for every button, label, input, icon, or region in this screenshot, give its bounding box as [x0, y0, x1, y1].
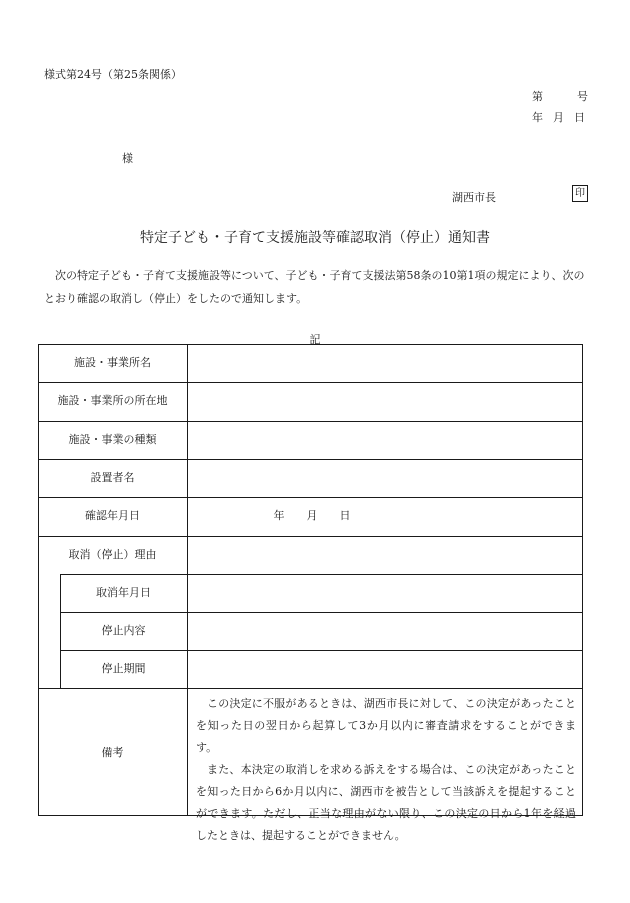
table-column-divider [187, 344, 188, 816]
date-month: 月 [553, 111, 564, 124]
document-date-line [532, 109, 585, 125]
label-facility-address: 施設・事業所の所在地 [57, 394, 168, 407]
date-day: 日 [574, 111, 585, 124]
label-confirmation-date: 確認年月日 [85, 509, 140, 522]
remarks-paragraph-appeal: この決定に不服があるときは、湖西市長に対して、この決定があったことを知った日の翌日から起算して3か月以内に審査請求をすることができます。 [196, 697, 576, 754]
value-confirmation-date: 年 月 日 [273, 509, 351, 522]
label-suspension-period: 停止期間 [101, 662, 146, 675]
label-founder-name: 設置者名 [90, 471, 135, 484]
document-number-line [532, 88, 588, 104]
remarks-text [196, 693, 576, 847]
label-facility-name: 施設・事業所名 [74, 356, 151, 369]
label-facility-type: 施設・事業の種類 [68, 433, 157, 446]
date-year: 年 [532, 111, 543, 124]
document-title: 特定子ども・子育て支援施設等確認取消（停止）通知書 [140, 230, 490, 246]
note-marker: 記 [309, 333, 321, 346]
seal-mark: 印 [572, 185, 588, 202]
issuer-name: 湖西市長 [452, 191, 496, 204]
notice-table [38, 344, 583, 842]
body-paragraph: 次の特定子ども・子育て支援施設等について、子ども・子育て支援法第58条の10第1項の規定により、次のとおり確認の取消し（停止）をしたので通知します。 [44, 269, 585, 305]
label-remarks: 備考 [101, 746, 124, 759]
label-revocation-reason: 取消（停止）理由 [68, 548, 157, 561]
remarks-paragraph-lawsuit: また、本決定の取消しを求める訴えをする場合は、この決定があったことを知った日から6か月以内に、湖西市を被告として当該訴えを提起することができます。ただし、正当な理由がない限り、この決定の日から1年を経過したときは、提起することができません。 [196, 763, 576, 842]
number-suffix: 号 [577, 90, 588, 103]
label-revocation-date: 取消年月日 [96, 586, 151, 599]
number-prefix: 第 [532, 90, 543, 103]
table-rule [38, 688, 583, 689]
label-suspension-content: 停止内容 [101, 624, 146, 637]
recipient-honorific: 様 [122, 152, 133, 165]
form-identifier: 様式第24号（第25条関係） [44, 68, 182, 81]
